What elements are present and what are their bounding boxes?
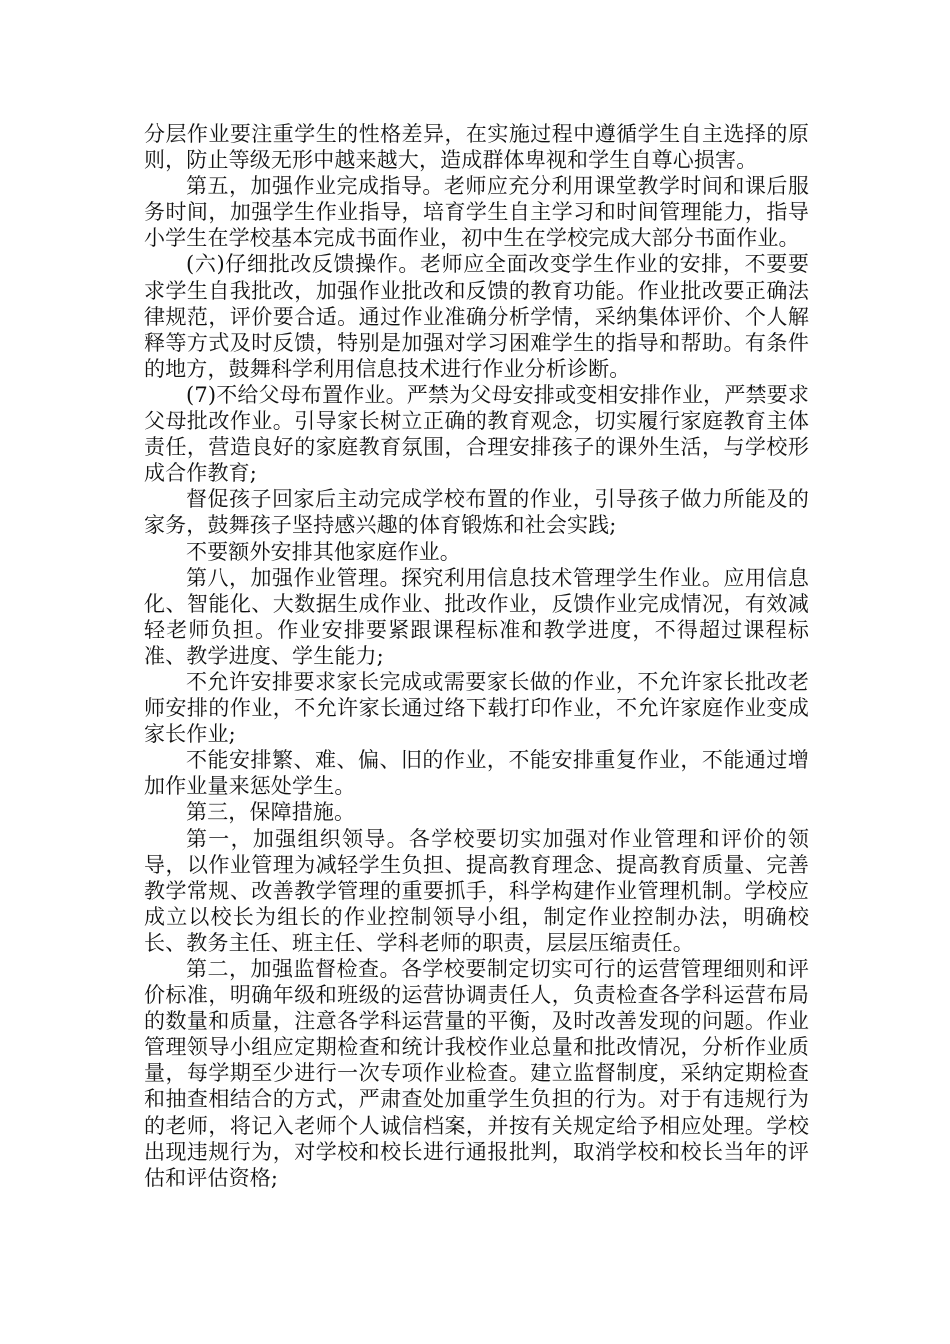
paragraph: 不允许安排要求家长完成或需要家长做的作业，不允许家长批改老师安排的作业，不允许家长通过络下载打印作业，不允许家庭作业变成家长作业; [144,669,809,747]
paragraph: 第三，保障措施。 [186,800,356,825]
document-body [144,121,809,1191]
paragraph: 不能安排繁、难、偏、旧的作业，不能安排重复作业，不能通过增加作业量来惩处学生。 [144,748,809,799]
paragraph: 分层作业要注重学生的性格差异，在实施过程中遵循学生自主选择的原则，防止等级无形中越来越大，造成群体卑视和学生自尊心损害。 [144,122,809,173]
paragraph: 第一，加强组织领导。各学校要切实加强对作业管理和评价的领导，以作业管理为减轻学生负担、提高教育理念、提高教育质量、完善教学常规、改善教学管理的重要抓手，科学构建作业管理机制。学校应成立以校长为组长的作业控制领导小组，制定作业控制办法，明确校长、教务主任、班主任、学科老师的职责，层层压缩责任。 [144,826,809,955]
paragraph: 不要额外安排其他家庭作业。 [186,539,461,564]
paragraph: 第八，加强作业管理。探究利用信息技术管理学生作业。应用信息化、智能化、大数据生成作业、批改作业，反馈作业完成情况，有效减轻老师负担。作业安排要紧跟课程标准和教学进度，不得超过课程标准、教学进度、学生能力; [144,565,809,668]
paragraph: (六)仔细批改反馈操作。老师应全面改变学生作业的安排，不要要求学生自我批改，加强作业批改和反馈的教育功能。作业批改要正确法律规范，评价要合适。通过作业准确分析学情，采纳集体评价、个人解释等方式及时反馈，特别是加强对学习困难学生的指导和帮助。有条件的地方，鼓舞科学利用信息技术进行作业分析诊断。 [144,252,809,381]
paragraph: 第二，加强监督检查。各学校要制定切实可行的运营管理细则和评价标准，明确年级和班级的运营协调责任人，负责检查各学科运营布局的数量和质量，注意各学科运营量的平衡，及时改善发现的问题。作业管理领导小组应定期检查和统计我校作业总量和批改情况，分析作业质量，每学期至少进行一次专项作业检查。建立监督制度，采纳定期检查和抽查相结合的方式，严肃查处加重学生负担的行为。对于有违规行为的老师，将记入老师个人诚信档案，并按有关规定给予相应处理。学校出现违规行为，对学校和校长进行通报批判，取消学校和校长当年的评估和评估资格; [144,957,809,1190]
paragraph: 第五，加强作业完成指导。老师应充分利用课堂教学时间和课后服务时间，加强学生作业指导，培育学生自主学习和时间管理能力，指导小学生在学校基本完成书面作业，初中生在学校完成大部分书面作业。 [144,174,809,251]
paragraph: 督促孩子回家后主动完成学校布置的作业，引导孩子做力所能及的家务，鼓舞孩子坚持感兴趣的体育锻炼和社会实践; [144,487,809,538]
paragraph: (7)不给父母布置作业。严禁为父母安排或变相安排作业，严禁要求父母批改作业。引导家长树立正确的教育观念，切实履行家庭教育主体责任，营造良好的家庭教育氛围，合理安排孩子的课外生活，与学校形成合作教育; [144,382,809,486]
